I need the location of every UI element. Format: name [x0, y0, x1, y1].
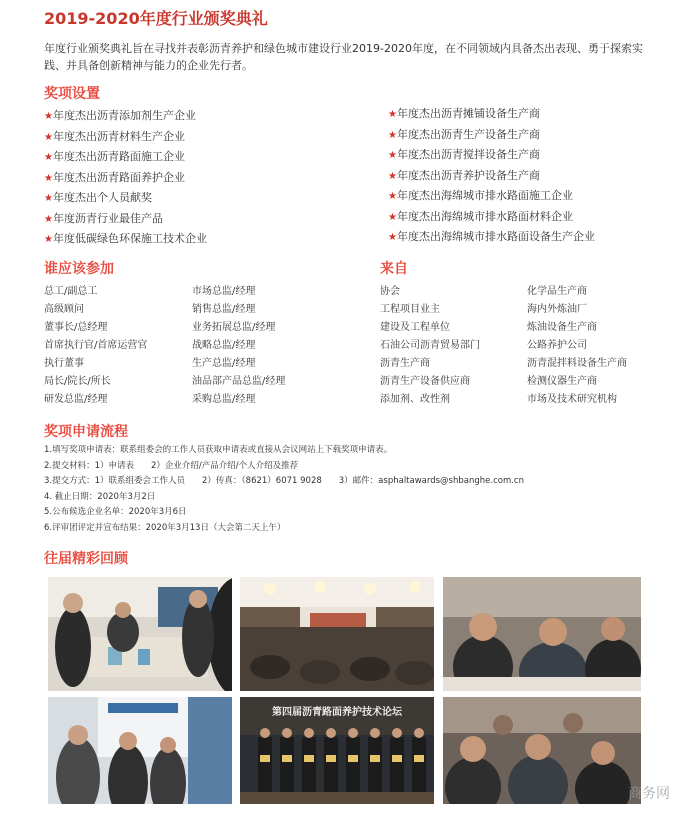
process-steps	[44, 443, 524, 536]
star-icon: ★	[44, 213, 53, 225]
award-label: 年度杰出沥青摊铺设备生产商	[396, 107, 540, 120]
star-icon: ★	[388, 109, 397, 120]
award-item	[388, 145, 595, 166]
award-label: 年度杰出海绵城市排水路面设备生产企业	[396, 230, 595, 243]
origin-item: 公路养护公司	[527, 340, 587, 351]
star-icon: ★	[388, 170, 397, 182]
award-item	[388, 166, 595, 187]
star-icon: ★	[388, 191, 397, 202]
origin-item: 石油公司沥青贸易部门	[380, 340, 480, 351]
award-item	[388, 186, 595, 207]
process-heading: 奖项申请流程	[44, 424, 128, 440]
award-label: 年度杰出沥青路面施工企业	[52, 150, 185, 163]
award-label: 年度杰出沥青养护设备生产商	[396, 168, 540, 182]
award-ceremony-photo	[240, 697, 434, 804]
process-step: 1.填写奖项申请表：联系组委会的工作人员获取申请表或直接从会议网站上下载奖项申请表。	[44, 445, 393, 455]
attendee-role: 局长/院长/所长	[44, 376, 111, 387]
origin-item: 炼油设备生产商	[527, 322, 597, 333]
origin-item: 海内外炼油厂	[527, 304, 587, 315]
award-item	[44, 229, 207, 250]
attendee-role: 生产总监/经理	[192, 358, 256, 369]
award-item	[388, 125, 595, 146]
attendee-role: 战略总监/经理	[192, 340, 256, 351]
gallery-heading: 往届精彩回顾	[44, 551, 128, 567]
attendee-role: 业务拓展总监/经理	[192, 322, 276, 333]
attendee-role: 董事长/总经理	[44, 322, 108, 333]
award-item	[44, 127, 207, 148]
origin-item: 沥青生产商	[380, 358, 430, 369]
awards-right-list	[388, 104, 595, 248]
origin-item: 建设及工程单位	[380, 322, 450, 333]
award-label: 年度沥青行业最佳产品	[52, 211, 163, 225]
exhibition-photo	[48, 577, 232, 691]
origin-item: 协会	[380, 286, 400, 297]
star-icon: ★	[388, 150, 397, 161]
origin-item: 市场及技术研究机构	[527, 394, 617, 405]
award-label: 年度杰出沥青生产设备生产商	[396, 127, 540, 141]
attendees-heading: 谁应该参加	[44, 261, 114, 277]
star-icon: ★	[388, 129, 397, 141]
process-step: 6.评审团评定并宣布结果：2020年3月13日（大会第二天上午）	[44, 522, 286, 533]
award-item	[388, 227, 595, 248]
awards-heading: 奖项设置	[44, 86, 100, 102]
awards-left-list	[44, 106, 207, 250]
origin-item: 添加剂、改性剂	[380, 394, 450, 405]
origin-col1	[380, 283, 480, 409]
award-item	[44, 209, 207, 230]
origin-item: 检测仪器生产商	[527, 376, 597, 387]
attendee-role: 采购总监/经理	[192, 394, 256, 405]
process-step: 2.提交材料：1）申请表 2）企业介绍/产品介绍/个人介绍及推荐	[44, 460, 299, 471]
attendee-role: 执行董事	[44, 358, 84, 369]
award-item	[388, 207, 595, 228]
star-icon: ★	[388, 211, 397, 223]
award-label: 年度杰出沥青添加剂生产企业	[52, 109, 196, 122]
attendee-role: 总工/副总工	[44, 286, 98, 297]
attendee-role: 首席执行官/首席运营官	[44, 340, 148, 351]
banner-text: 第四届沥青路面养护技术论坛	[272, 707, 402, 718]
watermark-logo: 商务网	[628, 786, 670, 802]
attendees-col1	[44, 283, 147, 409]
page-title: 2019-2020年度行业颁奖典礼	[44, 9, 268, 28]
intro-paragraph: 年度行业颁奖典礼旨在寻找并表彰沥青养护和绿色城市建设行业2019-2020年度，在不同领域内具备杰出表现、勇于探索实践、并具备创新精神与能力的企业先行者。	[44, 42, 643, 72]
star-icon: ★	[44, 234, 53, 245]
origin-item: 工程项目业主	[380, 304, 440, 315]
booth-photo	[48, 697, 232, 804]
star-icon: ★	[44, 193, 53, 204]
origin-item: 沥青生产设备供应商	[380, 376, 470, 387]
attendee-role: 高级顾问	[44, 304, 84, 315]
origin-item: 沥青混拌料设备生产商	[527, 358, 627, 369]
star-icon: ★	[44, 131, 53, 143]
award-label: 年度杰出沥青路面养护企业	[52, 170, 185, 184]
award-label: 年度杰出海绵城市排水路面材料企业	[396, 209, 573, 223]
award-item	[44, 147, 207, 168]
award-label: 年度杰出个人员献奖	[52, 191, 152, 204]
award-item	[44, 106, 207, 127]
process-step: 4. 截止日期：2020年3月2日	[44, 491, 156, 502]
award-label: 年度杰出沥青搅拌设备生产商	[396, 148, 540, 161]
process-step: 3.提交方式：1）联系组委会工作人员 2）传真：（8621）6071 9028 3）邮件：asphaltawards@shbanghe.com.cn	[44, 476, 524, 486]
award-item	[44, 188, 207, 209]
attendee-role: 销售总监/经理	[192, 304, 256, 315]
award-label: 年度低碳绿色环保施工技术企业	[52, 232, 207, 245]
attendees-col2	[192, 283, 285, 409]
award-label: 年度杰出海绵城市排水路面施工企业	[396, 189, 573, 202]
star-icon: ★	[44, 111, 53, 122]
origin-item: 化学品生产商	[527, 286, 587, 297]
origin-heading: 来自	[380, 261, 408, 277]
audience-photo	[443, 577, 641, 691]
star-icon: ★	[44, 152, 53, 163]
star-icon: ★	[388, 232, 397, 243]
award-item	[44, 168, 207, 189]
audience-photo-2	[443, 697, 641, 804]
star-icon: ★	[44, 172, 53, 184]
process-step: 5.公布候选企业名单：2020年3月6日	[44, 507, 187, 517]
origin-col2	[527, 283, 627, 409]
award-item	[388, 104, 595, 125]
attendee-role: 研发总监/经理	[44, 394, 108, 405]
attendee-role: 市场总监/经理	[192, 286, 256, 297]
award-label: 年度杰出沥青材料生产企业	[52, 129, 185, 143]
conference-hall-photo	[240, 577, 434, 691]
attendee-role: 油品部产品总监/经理	[192, 376, 286, 387]
